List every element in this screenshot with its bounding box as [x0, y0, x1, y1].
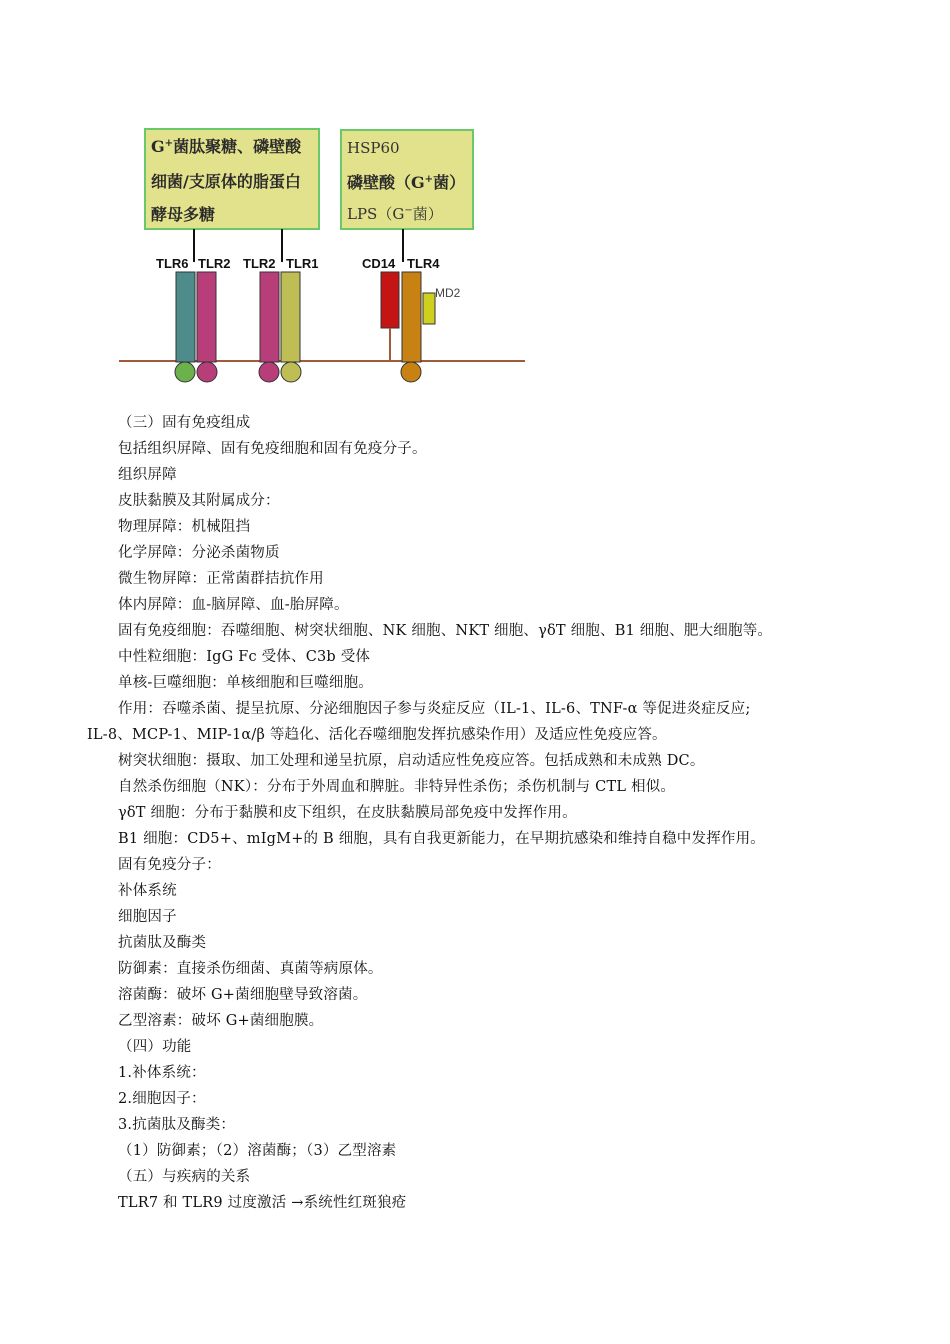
- label-tlr4: TLR4: [407, 256, 440, 271]
- ligand-box1-line1: G+菌肽聚糖、磷壁酸: [151, 137, 302, 156]
- tlr-diagram: [0, 0, 950, 400]
- paragraph: 作用：吞噬杀菌、提呈抗原、分泌细胞因子参与炎症反应（IL-1、IL-6、TNF-α 等促进炎症反应;: [118, 701, 751, 717]
- ligand-box2-line3: LPS（G−菌）: [347, 205, 443, 223]
- ligand-box1-line2: 细菌/支原体的脂蛋白: [151, 172, 301, 191]
- paragraph: 物理屏障：机械阻挡: [118, 519, 251, 535]
- heading-disease-relation: （五）与疾病的关系: [118, 1169, 251, 1185]
- label-tlr2-b: TLR2: [243, 256, 276, 271]
- paragraph: 中性粒细胞：IgG Fc 受体、C3b 受体: [118, 649, 371, 665]
- list-item: 1.补体系统：: [118, 1065, 206, 1081]
- tlr4-bar: [402, 272, 421, 362]
- md2-bar: [423, 293, 435, 324]
- paragraph: 固有免疫细胞：吞噬细胞、树突状细胞、NK 细胞、NKT 细胞、γδT 细胞、B1 细胞、肥大细胞等。: [118, 623, 773, 639]
- paragraph: 抗菌肽及酶类: [118, 935, 207, 951]
- paragraph: 皮肤黏膜及其附属成分：: [118, 493, 280, 509]
- label-tlr1: TLR1: [286, 256, 319, 271]
- label-tlr2-a: TLR2: [198, 256, 231, 271]
- tlr6-tir-domain: [175, 362, 195, 382]
- tlr1-bar: [281, 272, 300, 362]
- paragraph: 细胞因子: [118, 909, 177, 925]
- ligand-box2-line1: HSP60: [347, 139, 400, 157]
- ligand-box1-line3: 酵母多糖: [151, 205, 216, 224]
- paragraph: 溶菌酶：破坏 G+菌细胞壁导致溶菌。: [118, 987, 368, 1003]
- heading-functions: （四）功能: [118, 1039, 192, 1055]
- paragraph: γδT 细胞：分布于黏膜和皮下组织，在皮肤黏膜局部免疫中发挥作用。: [118, 805, 577, 821]
- paragraph: 微生物屏障：正常菌群拮抗作用: [118, 571, 324, 587]
- tlr2-bar-a: [197, 272, 216, 362]
- heading-innate-immunity-components: （三）固有免疫组成: [118, 415, 251, 431]
- paragraph: B1 细胞：CD5+、mIgM+的 B 细胞，具有自我更新能力，在早期抗感染和维持自稳中发挥作用。: [118, 831, 766, 847]
- tlr2-tir-domain-b: [259, 362, 279, 382]
- tlr2-bar-b: [260, 272, 279, 362]
- paragraph: 化学屏障：分泌杀菌物质: [118, 545, 280, 561]
- tlr4-tir-domain: [401, 362, 421, 382]
- list-item: 2.细胞因子：: [118, 1091, 206, 1107]
- paragraph: 单核-巨噬细胞：单核细胞和巨噬细胞。: [118, 675, 373, 691]
- paragraph: 体内屏障：血-脑屏障、血-胎屏障。: [118, 597, 349, 613]
- ligand-box2-line2: 磷壁酸（G+菌）: [347, 173, 466, 192]
- paragraph: 固有免疫分子：: [118, 857, 221, 873]
- paragraph-continuation: IL-8、MCP-1、MIP-1α/β 等趋化、活化吞噬细胞发挥抗感染作用）及适应性免疫应答。: [87, 727, 667, 743]
- paragraph: （1）防御素；（2）溶菌酶；（3）乙型溶素: [118, 1143, 397, 1159]
- paragraph: 防御素：直接杀伤细菌、真菌等病原体。: [118, 961, 383, 977]
- paragraph: 自然杀伤细胞（NK）：分布于外周血和脾脏。非特异性杀伤；杀伤机制与 CTL 相似。: [118, 779, 676, 795]
- paragraph: 补体系统: [118, 883, 177, 899]
- tlr1-tir-domain: [281, 362, 301, 382]
- label-tlr6: TLR6: [156, 256, 189, 271]
- paragraph: 乙型溶素：破坏 G+菌细胞膜。: [118, 1013, 324, 1029]
- cd14-bar: [381, 272, 399, 328]
- label-md2: MD2: [435, 286, 461, 300]
- paragraph: 树突状细胞：摄取、加工处理和递呈抗原，启动适应性免疫应答。包括成熟和未成熟 DC。: [118, 753, 705, 769]
- label-cd14: CD14: [362, 256, 396, 271]
- paragraph: TLR7 和 TLR9 过度激活 →系统性红斑狼疮: [118, 1195, 407, 1211]
- list-item: 3.抗菌肽及酶类：: [118, 1117, 236, 1133]
- paragraph: 组织屏障: [118, 467, 177, 483]
- tlr6-bar: [176, 272, 195, 362]
- tlr2-tir-domain-a: [197, 362, 217, 382]
- paragraph: 包括组织屏障、固有免疫细胞和固有免疫分子。: [118, 441, 427, 457]
